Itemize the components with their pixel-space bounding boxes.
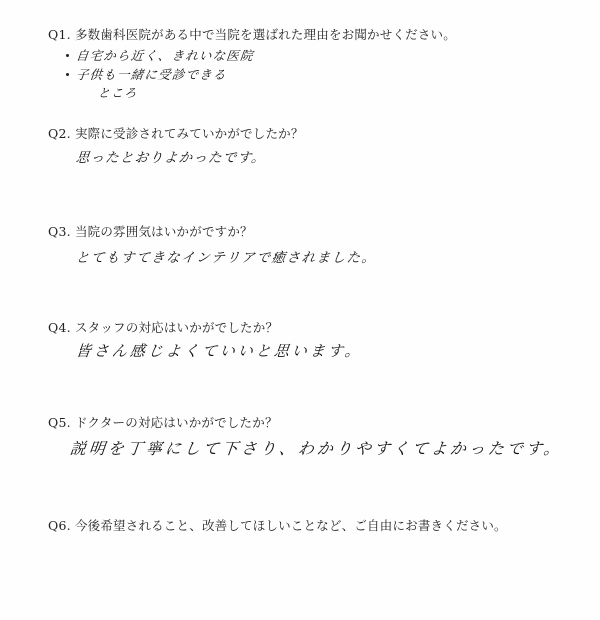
- question-3: Q3. 当院の雰囲気はいかがですか？: [48, 224, 253, 239]
- question-1: Q1. 多数歯科医院がある中で当院を選ばれた理由をお聞かせください。: [48, 27, 456, 42]
- answer-3: とてもすてきなインテリアで癒されました。: [74, 250, 378, 266]
- answer-5: 説明を丁寧にして下さり、わかりやすくてよかったです。: [68, 439, 564, 458]
- answer-1-line-2: 子供も一緒に受診できる: [75, 67, 228, 82]
- answer-1-line-1: 自宅から近く、きれいな医院: [75, 48, 255, 63]
- answer-1-bullet-2: [66, 73, 69, 76]
- question-6: Q6. 今後希望されること、改善してほしいことなど、ご自由にお書きください。: [48, 518, 507, 533]
- question-4: Q4. スタッフの対応はいかがでしたか？: [48, 320, 279, 335]
- answer-2: 思ったとおりよかったです。: [74, 150, 267, 166]
- question-5: Q5. ドクターの対応はいかがでしたか？: [48, 415, 278, 430]
- answer-1-line-3: ところ: [97, 86, 139, 100]
- answer-1-bullet-1: [66, 54, 69, 57]
- question-2: Q2. 実際に受診されてみていかがでしたか？: [48, 126, 304, 141]
- answer-4: 皆さん感じよくていいと思います。: [75, 342, 364, 360]
